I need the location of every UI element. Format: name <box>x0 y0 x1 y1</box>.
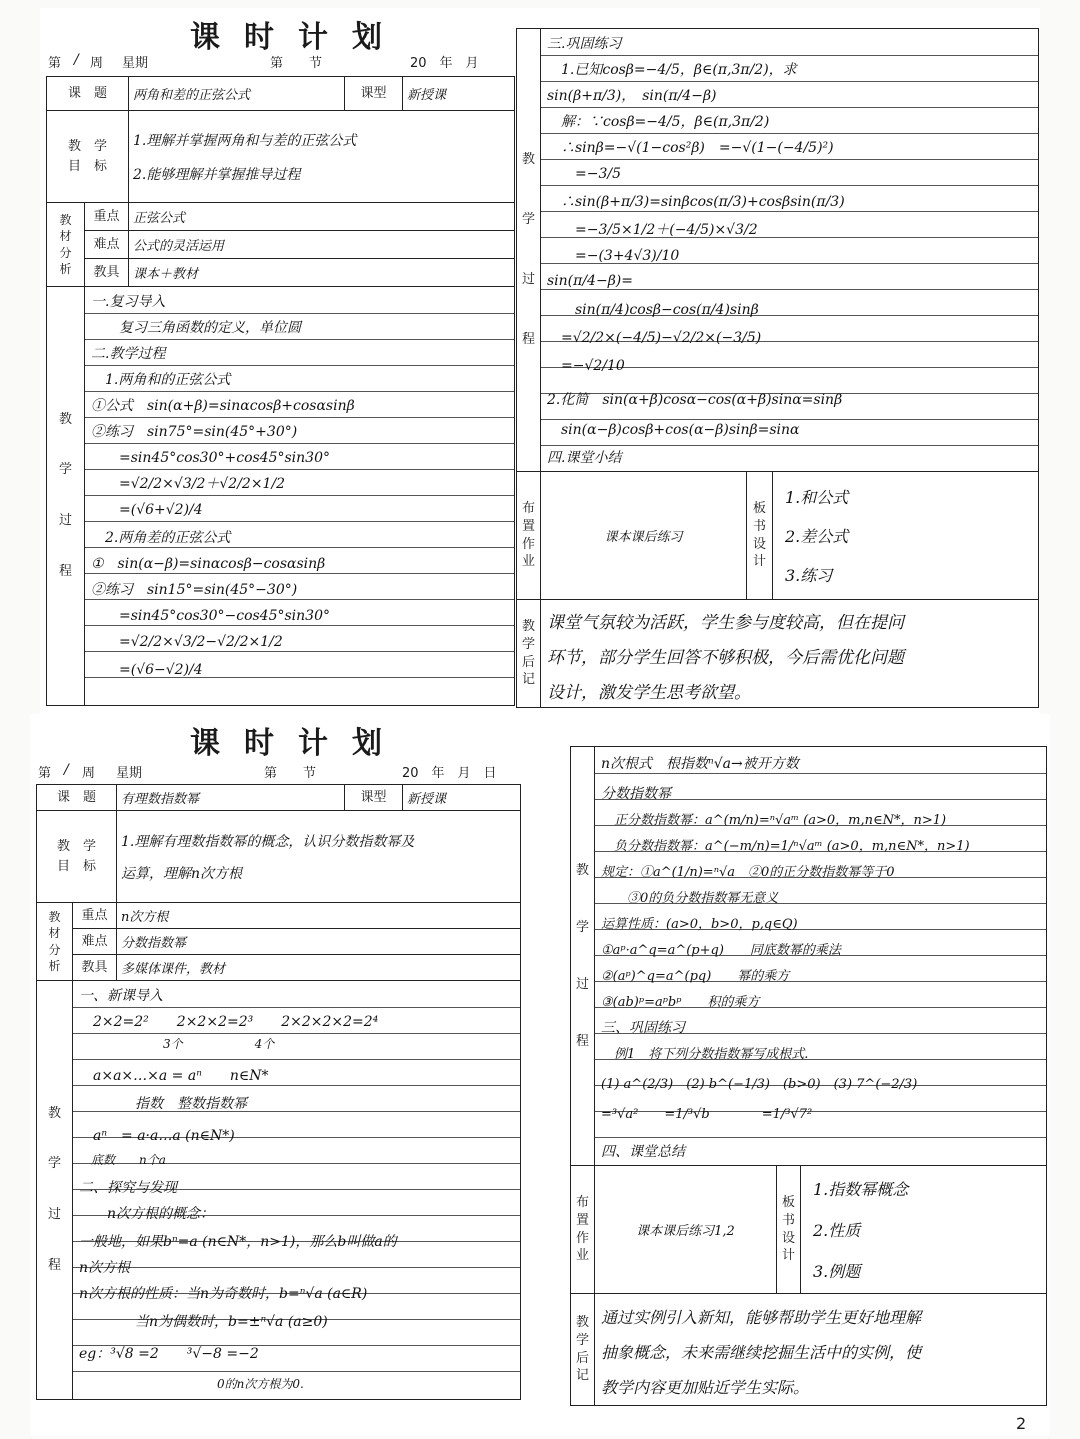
plan1-left-table <box>46 76 515 706</box>
ruled-line <box>85 443 514 444</box>
ruled-line <box>85 625 514 626</box>
plan2-homework-label: 布 置 作 业 <box>571 1166 595 1294</box>
p2-l3: a×a×…×a = aⁿ n∈N* <box>79 1068 269 1084</box>
ruled-line <box>85 313 514 314</box>
ruled-line <box>541 185 1038 186</box>
ruled-line <box>85 599 514 600</box>
ruled-line <box>73 1033 520 1034</box>
p1-l3: 1.两角和的正弦公式 <box>91 372 231 388</box>
p2-r8: ②(aᵖ)^q=a^(pq) 幂的乘方 <box>601 969 790 984</box>
ruled-line <box>85 417 514 418</box>
plan1-board-label: 板 书 设 计 <box>747 472 773 600</box>
plan2-week-no: 第 <box>38 766 52 781</box>
plan1-diff-value: 公式的灵活运用 <box>129 231 515 259</box>
ruled-line <box>85 573 514 574</box>
plan2-title: 课时计划 <box>190 726 406 761</box>
plan2-section: 第 节 <box>264 766 317 781</box>
p1-r3: 解：∵cosβ=−4/5，β∈(π,3π/2) <box>547 114 770 130</box>
plan1-key-label: 重点 <box>85 203 129 231</box>
plan2-process-right <box>595 747 1046 1165</box>
plan1-goal-2: 2.能够理解并掌握推导过程 <box>133 166 301 183</box>
p1-l6: =sin45°cos30°+cos45°sin30° <box>91 450 330 466</box>
p2-l0: 一、新课导入 <box>79 988 163 1004</box>
ruled-line <box>541 211 1038 212</box>
plan2-tool-label: 教具 <box>73 955 117 981</box>
p1-r2: sin(β+π/3)， sin(π/4−β) <box>547 88 717 104</box>
plan2-board <box>801 1166 1047 1294</box>
plan2-analysis-label: 教 材 分 析 <box>37 903 73 981</box>
plan2-process-label: 教 学 过 程 <box>37 981 73 1400</box>
ruled-line <box>541 289 1038 290</box>
p2-l14: 0的n次方根为0. <box>193 1377 304 1391</box>
plan1-right-table <box>516 28 1039 708</box>
p1-l9: 2.两角差的正弦公式 <box>91 530 231 546</box>
ruled-line <box>85 495 514 496</box>
plan1-key-value: 正弦公式 <box>129 203 515 231</box>
plan1-analysis-label: 教 材 分 析 <box>47 203 85 287</box>
plan1-section: 第 节 <box>270 56 323 71</box>
plan1-type-value: 新授课 <box>403 77 515 111</box>
plan2-diff-value: 分数指数幂 <box>117 929 521 955</box>
plan1-reflect-2: 环节，部分学生回答不够积极，今后需优化问题 <box>547 648 904 668</box>
p1-r15: 四.课堂小结 <box>547 450 622 466</box>
p2-l1: 2×2=2² 2×2×2=2³ 2×2×2×2=2⁴ <box>79 1014 379 1030</box>
p2-l12: 当n为偶数时，b=±ⁿ√a (a≥0) <box>79 1314 328 1330</box>
plan1-topic-value: 两角和差的正弦公式 <box>129 77 345 111</box>
plan1-title: 课时计划 <box>190 20 406 55</box>
plan2-topic-label: 课 题 <box>37 785 117 811</box>
ruled-line <box>73 1085 520 1086</box>
plan1-week: 周 <box>90 56 104 71</box>
plan2-week: 周 <box>82 766 96 781</box>
plan2-goal-1: 1.理解有理数指数幂的概念，认识分数指数幂及 <box>121 833 415 850</box>
ruled-line <box>85 547 514 548</box>
p1-r7: =−3/5×1/2＋(−4/5)×√3/2 <box>547 222 758 238</box>
p2-l13: eg：³√8 =2 ³√−8 =−2 <box>79 1346 259 1362</box>
p2-l5: aⁿ = a·a…a (n∈N*) <box>79 1128 235 1144</box>
plan2-key-label: 重点 <box>73 903 117 929</box>
plan2-type-value: 新授课 <box>403 785 521 811</box>
plan2-reflection-label: 教 学 后 记 <box>571 1294 595 1406</box>
p2-l2: 3个 4个 <box>79 1037 275 1051</box>
plan2-process-left <box>73 981 520 1399</box>
plan2-type-label: 课型 <box>345 785 403 811</box>
p2-r14: 四、课堂总结 <box>601 1144 685 1160</box>
plan1-board-1: 1.和公式 <box>785 488 849 507</box>
plan2-reflect-1: 通过实例引入新知，能够帮助学生更好地理解 <box>601 1308 922 1327</box>
p1-l12: =sin45°cos30°−cos45°sin30° <box>91 608 330 624</box>
plan2-reflect-2: 抽象概念，未来需继续挖掘生活中的实例，使 <box>601 1343 922 1362</box>
p1-l2: 二.教学过程 <box>91 346 166 362</box>
p1-r8: =−(3+4√3)/10 <box>547 248 680 264</box>
p1-r10: sin(π/4)cosβ−cos(π/4)sinβ <box>547 302 759 318</box>
p1-l11: ②练习 sin15°=sin(45°−30°) <box>91 582 298 598</box>
p1-l8: =(√6+√2)/4 <box>91 502 203 518</box>
p2-r5: ③0的负分数指数幂无意义 <box>601 891 779 906</box>
plan2-topic-value: 有理数指数幂 <box>117 785 345 811</box>
plan1-weekday: 星期 <box>122 56 149 71</box>
plan1-process-label: 教 学 过 程 <box>47 287 85 706</box>
plan2-tool-value: 多媒体课件，教材 <box>117 955 521 981</box>
p2-l10: n次方根 <box>79 1260 131 1276</box>
plan2-goals-label: 教 学 目 标 <box>37 811 117 903</box>
p2-r13: =³√a² =1/³√b =1/³√7² <box>601 1107 813 1122</box>
plan2-week-mark-slash: / <box>64 762 69 778</box>
ruled-line <box>85 391 514 392</box>
plan2-homework-value: 课本课后练习1,2 <box>595 1166 777 1294</box>
plan1-diff-label: 难点 <box>85 231 129 259</box>
ruled-line <box>85 469 514 470</box>
p2-l6: 底数 n个a <box>79 1153 166 1167</box>
plan2-reflect-3: 教学内容更加贴近学生实际。 <box>601 1378 810 1397</box>
p2-l7: 二、探究与发现 <box>79 1180 177 1196</box>
plan1-goals-label: 教 学 目 标 <box>47 111 129 203</box>
p1-l13: =√2/2×√3/2−√2/2×1/2 <box>91 634 283 650</box>
ruled-line <box>85 365 514 366</box>
p1-r0: 三.巩固练习 <box>547 36 622 52</box>
p1-r9: sin(π/4−β)= <box>547 273 633 289</box>
plan2-goal-2: 运算，理解n次方根 <box>121 865 243 882</box>
p2-r2: 正分数指数幂：a^(m/n)=ⁿ√aᵐ (a>0，m,n∈N*，n>1) <box>601 813 947 828</box>
p2-r11: 例1 将下列分数指数幂写成根式. <box>601 1047 809 1062</box>
ruled-line <box>541 133 1038 134</box>
p1-r4: ∴sinβ=−√(1−cos²β) =−√(1−(−4/5)²) <box>547 140 834 156</box>
lesson-plan-2 <box>30 714 1050 1436</box>
p1-r14: sin(α−β)cosβ+cos(α−β)sinβ=sinα <box>547 422 800 438</box>
page-number: 2 <box>1016 1414 1027 1433</box>
plan2-diff-label: 难点 <box>73 929 117 955</box>
plan1-goals <box>129 111 515 203</box>
plan1-week-no: 第 <box>48 56 62 71</box>
plan1-process-right <box>541 29 1038 471</box>
p1-r1: 1.已知cosβ=−4/5，β∈(π,3π/2)，求 <box>547 62 797 78</box>
plan1-reflect-3: 设计，激发学生思考欲望。 <box>547 683 751 703</box>
ruled-line <box>73 1371 520 1372</box>
plan1-board-3: 3.练习 <box>785 566 833 585</box>
plan1-reflection <box>541 600 1039 708</box>
plan1-type-label: 课型 <box>345 77 403 111</box>
ruled-line <box>73 1007 520 1008</box>
p1-l7: =√2/2×√3/2＋√2/2×1/2 <box>91 476 286 492</box>
plan2-board-1: 1.指数幂概念 <box>813 1180 909 1199</box>
p2-l4: 指数 整数指数幂 <box>79 1096 247 1112</box>
plan1-header <box>46 52 516 74</box>
ruled-line <box>541 159 1038 160</box>
plan2-left-table <box>36 784 521 1400</box>
p1-l4: ①公式 sin(α+β)=sinαcosβ+cosαsinβ <box>91 398 355 414</box>
plan2-goals <box>117 811 521 903</box>
p2-l8: n次方根的概念： <box>79 1206 215 1222</box>
ruled-line <box>595 773 1046 774</box>
plan1-goal-1: 1.理解并掌握两角和与差的正弦公式 <box>133 132 357 149</box>
p1-l0: 一.复习导入 <box>91 294 166 310</box>
p1-l5: ②练习 sin75°=sin(45°+30°) <box>91 424 298 440</box>
p2-r10: 三、巩固练习 <box>601 1020 685 1036</box>
plan1-reflection-label: 教 学 后 记 <box>517 600 541 708</box>
p1-r11: =√2/2×(−4/5)−√2/2×(−3/5) <box>547 330 762 346</box>
ruled-line <box>541 55 1038 56</box>
plan1-board <box>773 472 1039 600</box>
plan2-board-label: 板 书 设 计 <box>777 1166 801 1294</box>
p2-r0: n次根式 根指数ⁿ√a→被开方数 <box>601 756 799 772</box>
p2-r9: ③(ab)ᵖ=aᵖbᵖ 积的乘方 <box>601 995 760 1010</box>
plan2-board-3: 3.例题 <box>813 1262 861 1281</box>
p1-r12: =−√2/10 <box>547 358 625 374</box>
plan2-reflection <box>595 1294 1047 1406</box>
plan1-week-mark-slash: / <box>74 52 79 68</box>
ruled-line <box>73 1059 520 1060</box>
plan1-year: 20 年 月 <box>410 56 479 71</box>
p2-r12: (1) a^(2/3) (2) b^(−1/3) (b>0) (3) 7^(−2/3) <box>601 1077 918 1092</box>
p1-r5: =−3/5 <box>547 166 621 182</box>
plan2-header <box>36 762 526 784</box>
ruled-line <box>85 651 514 652</box>
p1-l14: =(√6−√2)/4 <box>91 662 203 678</box>
plan2-year: 20 年 月 日 <box>402 766 497 781</box>
p1-r6: ∴sin(β+π/3)=sinβcos(π/3)+cosβsin(π/3) <box>547 194 845 210</box>
ruled-line <box>85 521 514 522</box>
p2-r4: 规定：①a^(1/n)=ⁿ√a ②0的正分数指数幂等于0 <box>601 865 895 880</box>
lesson-plan-1 <box>40 8 1040 720</box>
ruled-line <box>73 1267 520 1268</box>
plan2-right-table <box>570 746 1047 1406</box>
plan1-tool-value: 课本＋教材 <box>129 259 515 287</box>
ruled-line <box>541 81 1038 82</box>
plan1-reflect-1: 课堂气氛较为活跃，学生参与度较高，但在提问 <box>547 613 904 633</box>
plan2-process-label-right: 教 学 过 程 <box>571 747 595 1166</box>
p2-r1: 分数指数幂 <box>601 786 671 802</box>
plan1-board-2: 2.差公式 <box>785 527 849 546</box>
p2-r7: ①aᵖ·a^q=a^(p+q) 同底数幂的乘法 <box>601 943 841 958</box>
p2-l11: n次方根的性质：当n为奇数时，b=ⁿ√a (a∈R) <box>79 1286 368 1302</box>
plan2-weekday: 星期 <box>116 766 143 781</box>
ruled-line <box>595 1137 1046 1138</box>
plan1-topic-label: 课 题 <box>47 77 129 111</box>
p2-l9: 一般地，如果bⁿ=a (n∈N*，n>1)，那么b叫做a的 <box>79 1234 397 1250</box>
plan1-process-left <box>85 287 514 705</box>
plan1-homework-label: 布 置 作 业 <box>517 472 541 600</box>
p1-r13: 2.化简 sin(α+β)cosα−cos(α+β)sinα=sinβ <box>547 392 843 408</box>
plan1-tool-label: 教具 <box>85 259 129 287</box>
plan1-homework-value: 课本课后练习 <box>541 472 747 600</box>
plan2-key-value: n次方根 <box>117 903 521 929</box>
p1-l1: 复习三角函数的定义，单位圆 <box>91 320 301 336</box>
plan2-board-2: 2.性质 <box>813 1221 861 1240</box>
p1-l10: ① sin(α−β)=sinαcosβ−cosαsinβ <box>91 556 326 572</box>
ruled-line <box>85 339 514 340</box>
ruled-line <box>541 445 1038 446</box>
p2-r3: 负分数指数幂：a^(−m/n)=1/ⁿ√aᵐ (a>0，m,n∈N*，n>1) <box>601 839 970 854</box>
p2-r6: 运算性质：(a>0，b>0，p,q∈Q) <box>601 917 798 932</box>
plan1-process-label-right: 教 学 过 程 <box>517 29 541 472</box>
ruled-line <box>541 107 1038 108</box>
